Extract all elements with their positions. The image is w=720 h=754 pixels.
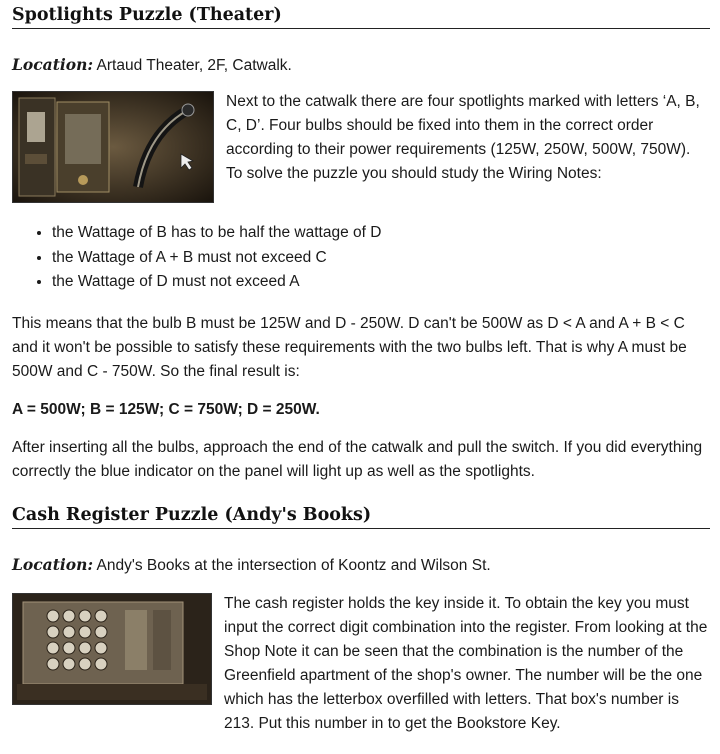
spotlights-heading: Spotlights Puzzle (Theater)	[12, 0, 710, 29]
spotlights-result: A = 500W; B = 125W; C = 750W; D = 250W.	[12, 400, 320, 418]
spotlights-panel-image[interactable]	[12, 91, 214, 203]
spotlights-location	[12, 53, 710, 78]
location-label: Location:	[12, 554, 94, 574]
cash-register-illustration	[13, 594, 211, 704]
cash-register-intro: The cash register holds the key inside it. To obtain the key you must input the correct digit combination into the register. From looking at the Shop Note it can be seen that the combination is the number of the Greenfield apartment of the shop's owner. The number will be the one which has the letterbox overfilled with letters. That box's number is 213. Put this number in to get the Bookstore Key.	[224, 594, 708, 732]
spotlights-explanation: This means that the bulb B must be 125W and D - 250W. D can't be 500W as D < A and A + B < C and it won't be possible to satisfy these requirements with the two bulbs left. That is why A must be 500W and C - 750W. So the final result is:	[12, 314, 687, 380]
location-label: Location:	[12, 55, 94, 74]
spotlights-intro: Next to the catwalk there are four spotlights marked with letters ‘A, B, C, D’. Four bulbs should be fixed into them in the correct order according to their power requirements (125W, 250W, 500W, 750W). To solve the puzzle you should study the Wiring Notes:	[226, 93, 700, 182]
wiring-note-2: • the Wattage of A + B must not exceed C	[52, 246, 710, 271]
wiring-panel-illustration	[13, 92, 213, 202]
article	[12, 0, 710, 736]
location-text: Andy's Books at the intersection of Koontz and Wilson St.	[93, 556, 491, 574]
location-text: Artaud Theater, 2F, Catwalk.	[93, 57, 292, 74]
wiring-notes-list	[12, 221, 710, 295]
cash-register-image[interactable]	[12, 593, 212, 705]
cash-register-location	[12, 553, 710, 578]
spotlights-after: After inserting all the bulbs, approach the end of the catwalk and pull the switch. If you did everything correctly the blue indicator on the panel will light up as well as the spotlights.	[12, 438, 703, 480]
wiring-note-1: • the Wattage of B has to be half the wattage of D	[52, 221, 710, 246]
wiring-note-3: • the Wattage of D must not exceed A	[52, 270, 710, 295]
cash-register-heading: Cash Register Puzzle (Andy's Books)	[12, 500, 710, 529]
